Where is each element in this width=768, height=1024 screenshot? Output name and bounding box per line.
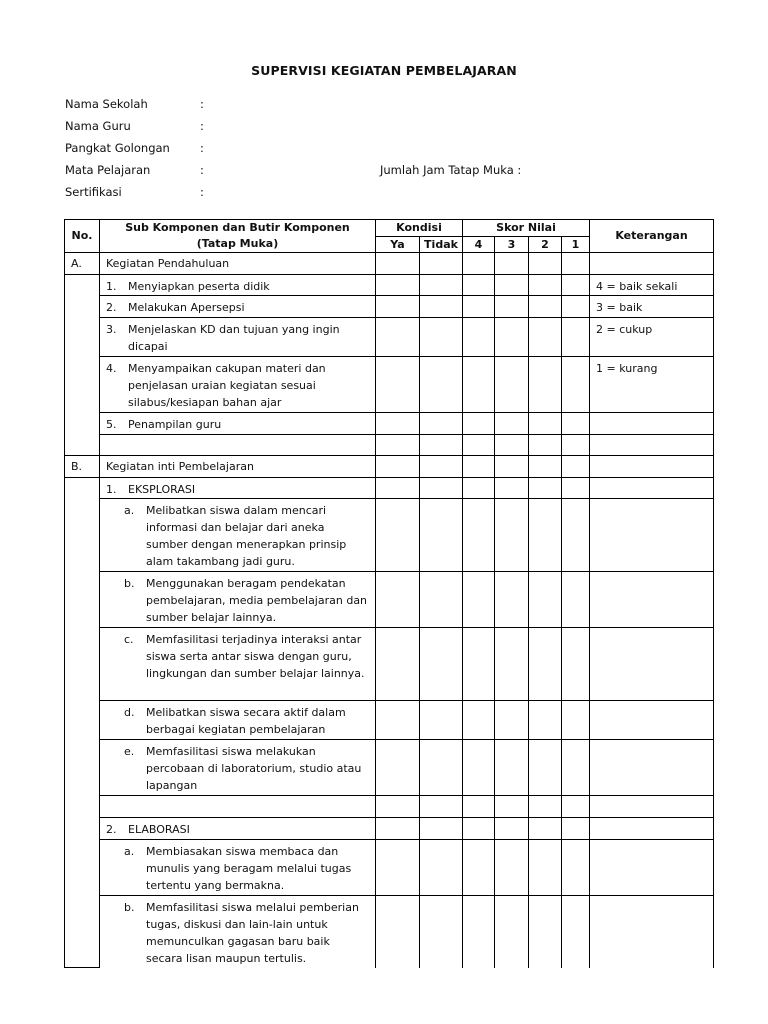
- item-text: Menyiapkan peserta didik: [128, 280, 270, 293]
- cell-keterangan: [590, 796, 714, 818]
- item-cell: [100, 701, 376, 740]
- item-text: Menggunakan beragam pendekatan pembelajaran, media pembelajaran dan sumber belajar lainnya.: [146, 577, 368, 624]
- cell-skor-1: [562, 413, 590, 435]
- cell-tidak: [420, 357, 463, 413]
- cell-skor-3: [495, 435, 529, 456]
- item-number: 4.: [106, 362, 117, 375]
- cell-ya: [376, 357, 420, 413]
- section-row-b: [65, 456, 714, 478]
- cell-skor-2: [529, 296, 562, 318]
- table-row: [65, 701, 714, 740]
- cell-ya: [376, 701, 420, 740]
- group-title: EKSPLORASI: [128, 483, 196, 496]
- cell-skor-3: [495, 296, 529, 318]
- section-no: A.: [65, 253, 100, 275]
- cell-skor-4: [463, 357, 495, 413]
- item-cell: [100, 818, 376, 840]
- info-label-mata-pelajaran: Mata Pelajaran: [65, 163, 151, 177]
- cell-ya: [376, 275, 420, 296]
- keterangan-legend: 2 = cukup: [590, 318, 714, 357]
- item-letter: b.: [124, 901, 135, 914]
- cell-skor-3: [495, 572, 529, 628]
- cell-skor-2: [529, 818, 562, 840]
- cell-keterangan: [590, 499, 714, 572]
- cell-keterangan: [590, 740, 714, 796]
- item-cell: [100, 740, 376, 796]
- cell-ya: [376, 740, 420, 796]
- cell-skor-1: [562, 478, 590, 499]
- section-row-a: [65, 253, 714, 275]
- info-label-sertifikasi: Sertifikasi: [65, 185, 122, 199]
- table-row: [65, 318, 714, 357]
- cell-skor-2: [529, 740, 562, 796]
- cell-skor-2: [529, 840, 562, 896]
- cell-tidak: [420, 499, 463, 572]
- header-komponen-line1: Sub Komponen dan Butir Komponen: [125, 221, 350, 234]
- cell-skor-2: [529, 357, 562, 413]
- item-text: Membiasakan siswa membaca dan munulis yang beragam melalui tugas tertentu yang bermakna.: [146, 845, 352, 892]
- item-cell: [100, 413, 376, 435]
- cell-skor-1: [562, 740, 590, 796]
- cell-tidak: [420, 701, 463, 740]
- cell-skor-4: [463, 896, 495, 968]
- cell-no-blank: [65, 275, 100, 456]
- cell-ya: [376, 818, 420, 840]
- info-label-pangkat-golongan: Pangkat Golongan: [65, 141, 170, 155]
- cell-skor-3: [495, 796, 529, 818]
- cell-skor-2: [529, 478, 562, 499]
- cell-skor-1: [562, 796, 590, 818]
- info-colon: :: [200, 141, 204, 155]
- section-title: Kegiatan Pendahuluan: [100, 253, 376, 275]
- cell-ya: [376, 478, 420, 499]
- header-skor-1: 1: [562, 237, 590, 253]
- item-cell: [100, 357, 376, 413]
- header-komponen: [100, 220, 376, 253]
- info-label-jumlah-jam: Jumlah Jam Tatap Muka :: [380, 163, 522, 177]
- cell-keterangan: [590, 840, 714, 896]
- cell-tidak: [420, 818, 463, 840]
- cell-skor-4: [463, 478, 495, 499]
- item-letter: b.: [124, 577, 135, 590]
- cell-skor-1: [562, 456, 590, 478]
- info-colon: :: [200, 119, 204, 133]
- cell-ya: [376, 796, 420, 818]
- item-number: 1.: [106, 280, 117, 293]
- cell-skor-4: [463, 628, 495, 701]
- item-cell: [100, 318, 376, 357]
- header-kondisi: Kondisi: [376, 220, 463, 237]
- cell-skor-2: [529, 701, 562, 740]
- cell-skor-3: [495, 275, 529, 296]
- cell-skor-2: [529, 896, 562, 968]
- table-row: [65, 740, 714, 796]
- cell-tidak: [420, 478, 463, 499]
- item-text: Memfasilitasi terjadinya interaksi antar siswa serta antar siswa dengan guru, lingkungan dan sumber belajar lainnya.: [146, 633, 365, 680]
- cell-ya: [376, 840, 420, 896]
- table-row: [65, 896, 714, 968]
- cell-skor-2: [529, 456, 562, 478]
- cell-ya: [376, 499, 420, 572]
- group-number: 1.: [106, 483, 117, 496]
- cell-skor-4: [463, 840, 495, 896]
- info-colon: :: [200, 97, 204, 111]
- item-text: Memfasilitasi siswa melalui pemberian tugas, diskusi dan lain-lain untuk memunculkan gagasan baru baik secara lisan maupun tertulis.: [146, 901, 359, 965]
- cell-keterangan: [590, 701, 714, 740]
- cell-skor-3: [495, 478, 529, 499]
- cell-ya: [376, 896, 420, 968]
- cell-skor-3: [495, 840, 529, 896]
- table-row: [65, 840, 714, 896]
- cell-keterangan: [590, 896, 714, 968]
- table-row: [65, 499, 714, 572]
- section-title: Kegiatan inti Pembelajaran: [100, 456, 376, 478]
- item-text: Memfasilitasi siswa melakukan percobaan di laboratorium, studio atau lapangan: [146, 745, 362, 792]
- cell-tidak: [420, 318, 463, 357]
- group-row-elaborasi: [65, 818, 714, 840]
- cell-tidak: [420, 275, 463, 296]
- cell-skor-4: [463, 818, 495, 840]
- cell-tidak: [420, 628, 463, 701]
- cell-skor-4: [463, 701, 495, 740]
- cell-skor-4: [463, 796, 495, 818]
- cell-skor-2: [529, 253, 562, 275]
- item-text: Penampilan guru: [128, 418, 222, 431]
- info-colon: :: [200, 185, 204, 199]
- cell-ya: [376, 413, 420, 435]
- table-row: [65, 628, 714, 701]
- cell-skor-1: [562, 275, 590, 296]
- cell-skor-1: [562, 318, 590, 357]
- cell-skor-2: [529, 413, 562, 435]
- cell-skor-4: [463, 275, 495, 296]
- cell-skor-1: [562, 253, 590, 275]
- header-skor-3: 3: [495, 237, 529, 253]
- group-title: ELABORASI: [128, 823, 190, 836]
- item-cell: [100, 840, 376, 896]
- header-keterangan: Keterangan: [590, 220, 714, 253]
- header-no: No.: [65, 220, 100, 253]
- cell-skor-1: [562, 572, 590, 628]
- cell-skor-2: [529, 796, 562, 818]
- cell-keterangan: [590, 818, 714, 840]
- table-row: [65, 357, 714, 413]
- item-letter: d.: [124, 706, 135, 719]
- cell-ya: [376, 318, 420, 357]
- cell-skor-4: [463, 435, 495, 456]
- item-letter: e.: [124, 745, 135, 758]
- cell-skor-3: [495, 318, 529, 357]
- cell-skor-1: [562, 296, 590, 318]
- cell-ya: [376, 456, 420, 478]
- header-skor-2: 2: [529, 237, 562, 253]
- supervision-table: [64, 219, 714, 968]
- item-cell: [100, 478, 376, 499]
- cell-tidak: [420, 740, 463, 796]
- cell-skor-4: [463, 296, 495, 318]
- cell-skor-4: [463, 572, 495, 628]
- cell-skor-3: [495, 413, 529, 435]
- cell-keterangan: [590, 478, 714, 499]
- cell-no-blank: [65, 478, 100, 968]
- cell-skor-1: [562, 435, 590, 456]
- cell-skor-1: [562, 628, 590, 701]
- cell-skor-3: [495, 740, 529, 796]
- cell-ya: [376, 253, 420, 275]
- cell-skor-2: [529, 499, 562, 572]
- item-text: Melakukan Apersepsi: [128, 301, 245, 314]
- cell-skor-4: [463, 253, 495, 275]
- cell-skor-2: [529, 572, 562, 628]
- keterangan-legend: 1 = kurang: [590, 357, 714, 413]
- item-text: Menjelaskan KD dan tujuan yang ingin dicapai: [128, 323, 340, 353]
- cell-skor-3: [495, 456, 529, 478]
- cell-skor-3: [495, 253, 529, 275]
- cell-keterangan: [590, 628, 714, 701]
- cell-skor-4: [463, 740, 495, 796]
- header-tidak: Tidak: [420, 237, 463, 253]
- cell-skor-3: [495, 499, 529, 572]
- table-row-empty: [65, 435, 714, 456]
- cell-skor-2: [529, 628, 562, 701]
- cell-keterangan: [590, 435, 714, 456]
- table-row: [65, 275, 714, 296]
- item-number: 3.: [106, 323, 117, 336]
- item-letter: a.: [124, 504, 135, 517]
- group-row-eksplorasi: [65, 478, 714, 499]
- keterangan-legend: 4 = baik sekali: [590, 275, 714, 296]
- cell-ya: [376, 435, 420, 456]
- cell-tidak: [420, 796, 463, 818]
- header-komponen-line2: (Tatap Muka): [196, 237, 279, 250]
- item-cell: [100, 896, 376, 968]
- table-row: [65, 296, 714, 318]
- item-cell: [100, 435, 376, 456]
- cell-skor-3: [495, 357, 529, 413]
- cell-ya: [376, 296, 420, 318]
- cell-ya: [376, 572, 420, 628]
- table-row-empty: [65, 796, 714, 818]
- cell-skor-1: [562, 818, 590, 840]
- header-ya: Ya: [376, 237, 420, 253]
- cell-skor-1: [562, 357, 590, 413]
- cell-skor-1: [562, 840, 590, 896]
- cell-skor-2: [529, 275, 562, 296]
- cell-tidak: [420, 572, 463, 628]
- table-row: [65, 413, 714, 435]
- item-cell: [100, 572, 376, 628]
- cell-keterangan: [590, 253, 714, 275]
- cell-tidak: [420, 253, 463, 275]
- item-text: Melibatkan siswa secara aktif dalam berbagai kegiatan pembelajaran: [146, 706, 346, 736]
- info-label-nama-sekolah: Nama Sekolah: [65, 97, 148, 111]
- item-cell: [100, 275, 376, 296]
- item-text: Melibatkan siswa dalam mencari informasi dan belajar dari aneka sumber dengan menerapkan prinsip alam takambang jadi guru.: [146, 504, 347, 568]
- item-cell: [100, 628, 376, 701]
- cell-skor-3: [495, 896, 529, 968]
- cell-skor-3: [495, 628, 529, 701]
- cell-skor-4: [463, 499, 495, 572]
- table-row: [65, 572, 714, 628]
- item-cell: [100, 796, 376, 818]
- item-cell: [100, 296, 376, 318]
- item-cell: [100, 499, 376, 572]
- keterangan-legend: 3 = baik: [590, 296, 714, 318]
- cell-skor-4: [463, 318, 495, 357]
- item-letter: c.: [124, 633, 134, 646]
- cell-tidak: [420, 435, 463, 456]
- info-label-nama-guru: Nama Guru: [65, 119, 131, 133]
- cell-skor-4: [463, 413, 495, 435]
- cell-tidak: [420, 456, 463, 478]
- cell-tidak: [420, 296, 463, 318]
- section-no: B.: [65, 456, 100, 478]
- cell-ya: [376, 628, 420, 701]
- cell-skor-1: [562, 499, 590, 572]
- item-letter: a.: [124, 845, 135, 858]
- cell-skor-3: [495, 701, 529, 740]
- item-number: 5.: [106, 418, 117, 431]
- cell-skor-1: [562, 701, 590, 740]
- header-skor-nilai: Skor Nilai: [463, 220, 590, 237]
- cell-skor-1: [562, 896, 590, 968]
- cell-tidak: [420, 896, 463, 968]
- header-skor-4: 4: [463, 237, 495, 253]
- cell-skor-4: [463, 456, 495, 478]
- document-title: SUPERVISI KEGIATAN PEMBELAJARAN: [251, 63, 517, 78]
- group-number: 2.: [106, 823, 117, 836]
- cell-skor-2: [529, 435, 562, 456]
- item-number: 2.: [106, 301, 117, 314]
- cell-skor-3: [495, 818, 529, 840]
- cell-tidak: [420, 413, 463, 435]
- cell-keterangan: [590, 413, 714, 435]
- cell-keterangan: [590, 456, 714, 478]
- cell-skor-2: [529, 318, 562, 357]
- info-colon: :: [200, 163, 204, 177]
- cell-tidak: [420, 840, 463, 896]
- item-text: Menyampaikan cakupan materi dan penjelasan uraian kegiatan sesuai silabus/kesiapan bahan ajar: [128, 362, 326, 409]
- cell-keterangan: [590, 572, 714, 628]
